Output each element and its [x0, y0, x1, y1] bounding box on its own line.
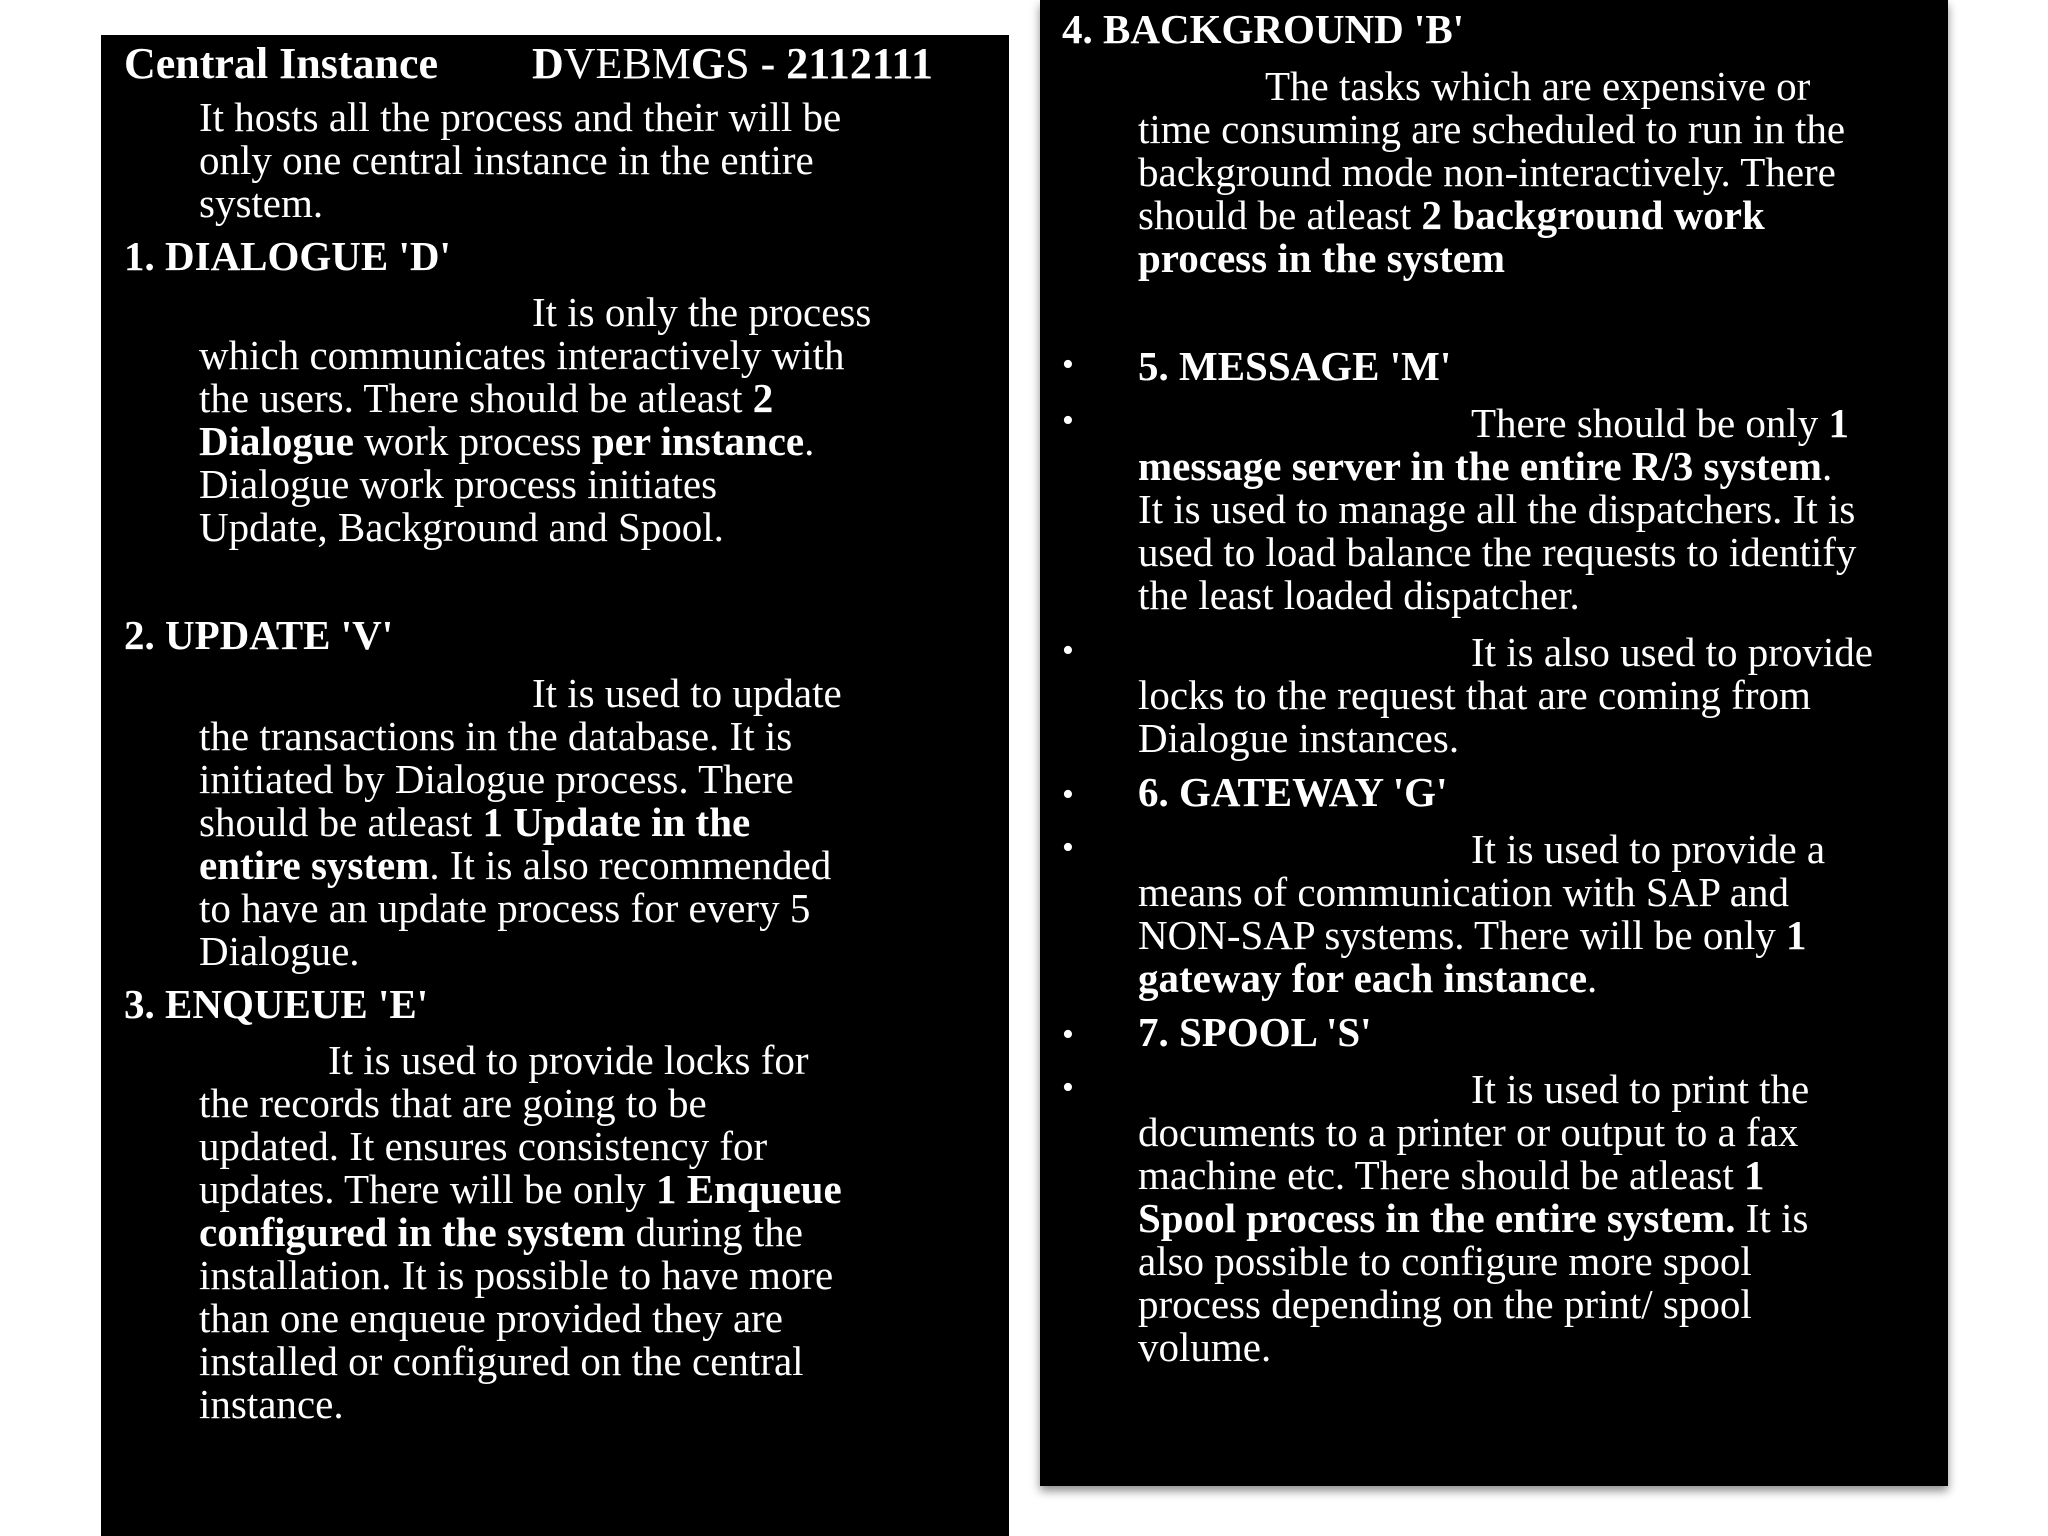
dialogue-line: Dialogue work process initiates	[199, 461, 718, 507]
enqueue-heading: 3. ENQUEUE 'E'	[124, 981, 429, 1027]
message-line: It is also used to provide	[1471, 629, 1873, 675]
gateway-heading: 6. GATEWAY 'G'	[1138, 769, 1448, 815]
enqueue-line: updates. There will be only 1 Enqueue	[199, 1166, 842, 1212]
background-line: process in the system	[1138, 235, 1506, 281]
update-line: initiated by Dialogue process. There	[199, 756, 794, 802]
dialogue-line: Dialogue work process per instance.	[199, 418, 815, 464]
spool-line: volume.	[1138, 1324, 1272, 1370]
dialogue-heading: 1. DIALOGUE 'D'	[124, 233, 451, 279]
update-line: the transactions in the database. It is	[199, 713, 793, 759]
message-line: the least loaded dispatcher.	[1138, 572, 1580, 618]
spool-line: Spool process in the entire system. It is	[1138, 1195, 1809, 1241]
background-line: should be atleast 2 background work	[1138, 192, 1765, 238]
intro-line: only one central instance in the entire	[199, 137, 814, 183]
message-line: There should be only 1	[1471, 400, 1850, 446]
message-line: It is used to manage all the dispatchers. It is	[1138, 486, 1856, 532]
update-heading: 2. UPDATE 'V'	[124, 612, 394, 658]
instance-code: DVEBMGS - 2112111	[532, 39, 933, 88]
message-line: locks to the request that are coming from	[1138, 672, 1811, 718]
message-line: message server in the entire R/3 system.	[1138, 443, 1833, 489]
bullet-marker: •	[1062, 346, 1074, 383]
bullet-marker: •	[1062, 1016, 1074, 1053]
spool-line: machine etc. There should be atleast 1	[1138, 1152, 1765, 1198]
intro-line: system.	[199, 180, 324, 226]
background-heading: 4. BACKGROUND 'B'	[1062, 6, 1465, 52]
dialogue-line: It is only the process	[532, 289, 872, 335]
update-line: to have an update process for every 5	[199, 885, 811, 931]
central-instance-title: Central Instance	[124, 39, 439, 88]
gateway-line: It is used to provide a	[1471, 826, 1826, 872]
gateway-line: means of communication with SAP and	[1138, 869, 1789, 915]
gateway-line: NON-SAP systems. There will be only 1	[1138, 912, 1807, 958]
message-line: used to load balance the requests to identify	[1138, 529, 1857, 575]
enqueue-line: configured in the system during the	[199, 1209, 803, 1255]
enqueue-line: instance.	[199, 1381, 344, 1427]
enqueue-line: It is used to provide locks for	[328, 1037, 809, 1083]
bullet-marker: •	[1062, 776, 1074, 813]
update-line: should be atleast 1 Update in the	[199, 799, 751, 845]
update-line: entire system. It is also recommended	[199, 842, 832, 888]
enqueue-line: the records that are going to be	[199, 1080, 707, 1126]
background-line: time consuming are scheduled to run in the	[1138, 106, 1846, 152]
spool-heading: 7. SPOOL 'S'	[1138, 1009, 1372, 1055]
spool-line: process depending on the print/ spool	[1138, 1281, 1752, 1327]
bullet-marker: •	[1062, 402, 1074, 439]
enqueue-line: updated. It ensures consistency for	[199, 1123, 768, 1169]
enqueue-line: than one enqueue provided they are	[199, 1295, 784, 1341]
intro-line: It hosts all the process and their will be	[199, 94, 842, 140]
gateway-line: gateway for each instance.	[1138, 955, 1598, 1001]
spool-line: also possible to configure more spool	[1138, 1238, 1752, 1284]
dialogue-line: Update, Background and Spool.	[199, 504, 724, 550]
dialogue-line: the users. There should be atleast 2	[199, 375, 774, 421]
spool-line: documents to a printer or output to a fax	[1138, 1109, 1799, 1155]
message-heading: 5. MESSAGE 'M'	[1138, 343, 1452, 389]
update-line: It is used to update	[532, 670, 842, 716]
bullet-marker: •	[1062, 1069, 1074, 1106]
update-line: Dialogue.	[199, 928, 360, 974]
background-line: background mode non-interactively. There	[1138, 149, 1836, 195]
enqueue-line: installed or configured on the central	[199, 1338, 804, 1384]
message-line: Dialogue instances.	[1138, 715, 1460, 761]
enqueue-line: installation. It is possible to have more	[199, 1252, 834, 1298]
bullet-marker: •	[1062, 829, 1074, 866]
dialogue-line: which communicates interactively with	[199, 332, 845, 378]
spool-line: It is used to print the	[1471, 1066, 1810, 1112]
background-line: The tasks which are expensive or	[1265, 63, 1811, 109]
bullet-marker: •	[1062, 632, 1074, 669]
